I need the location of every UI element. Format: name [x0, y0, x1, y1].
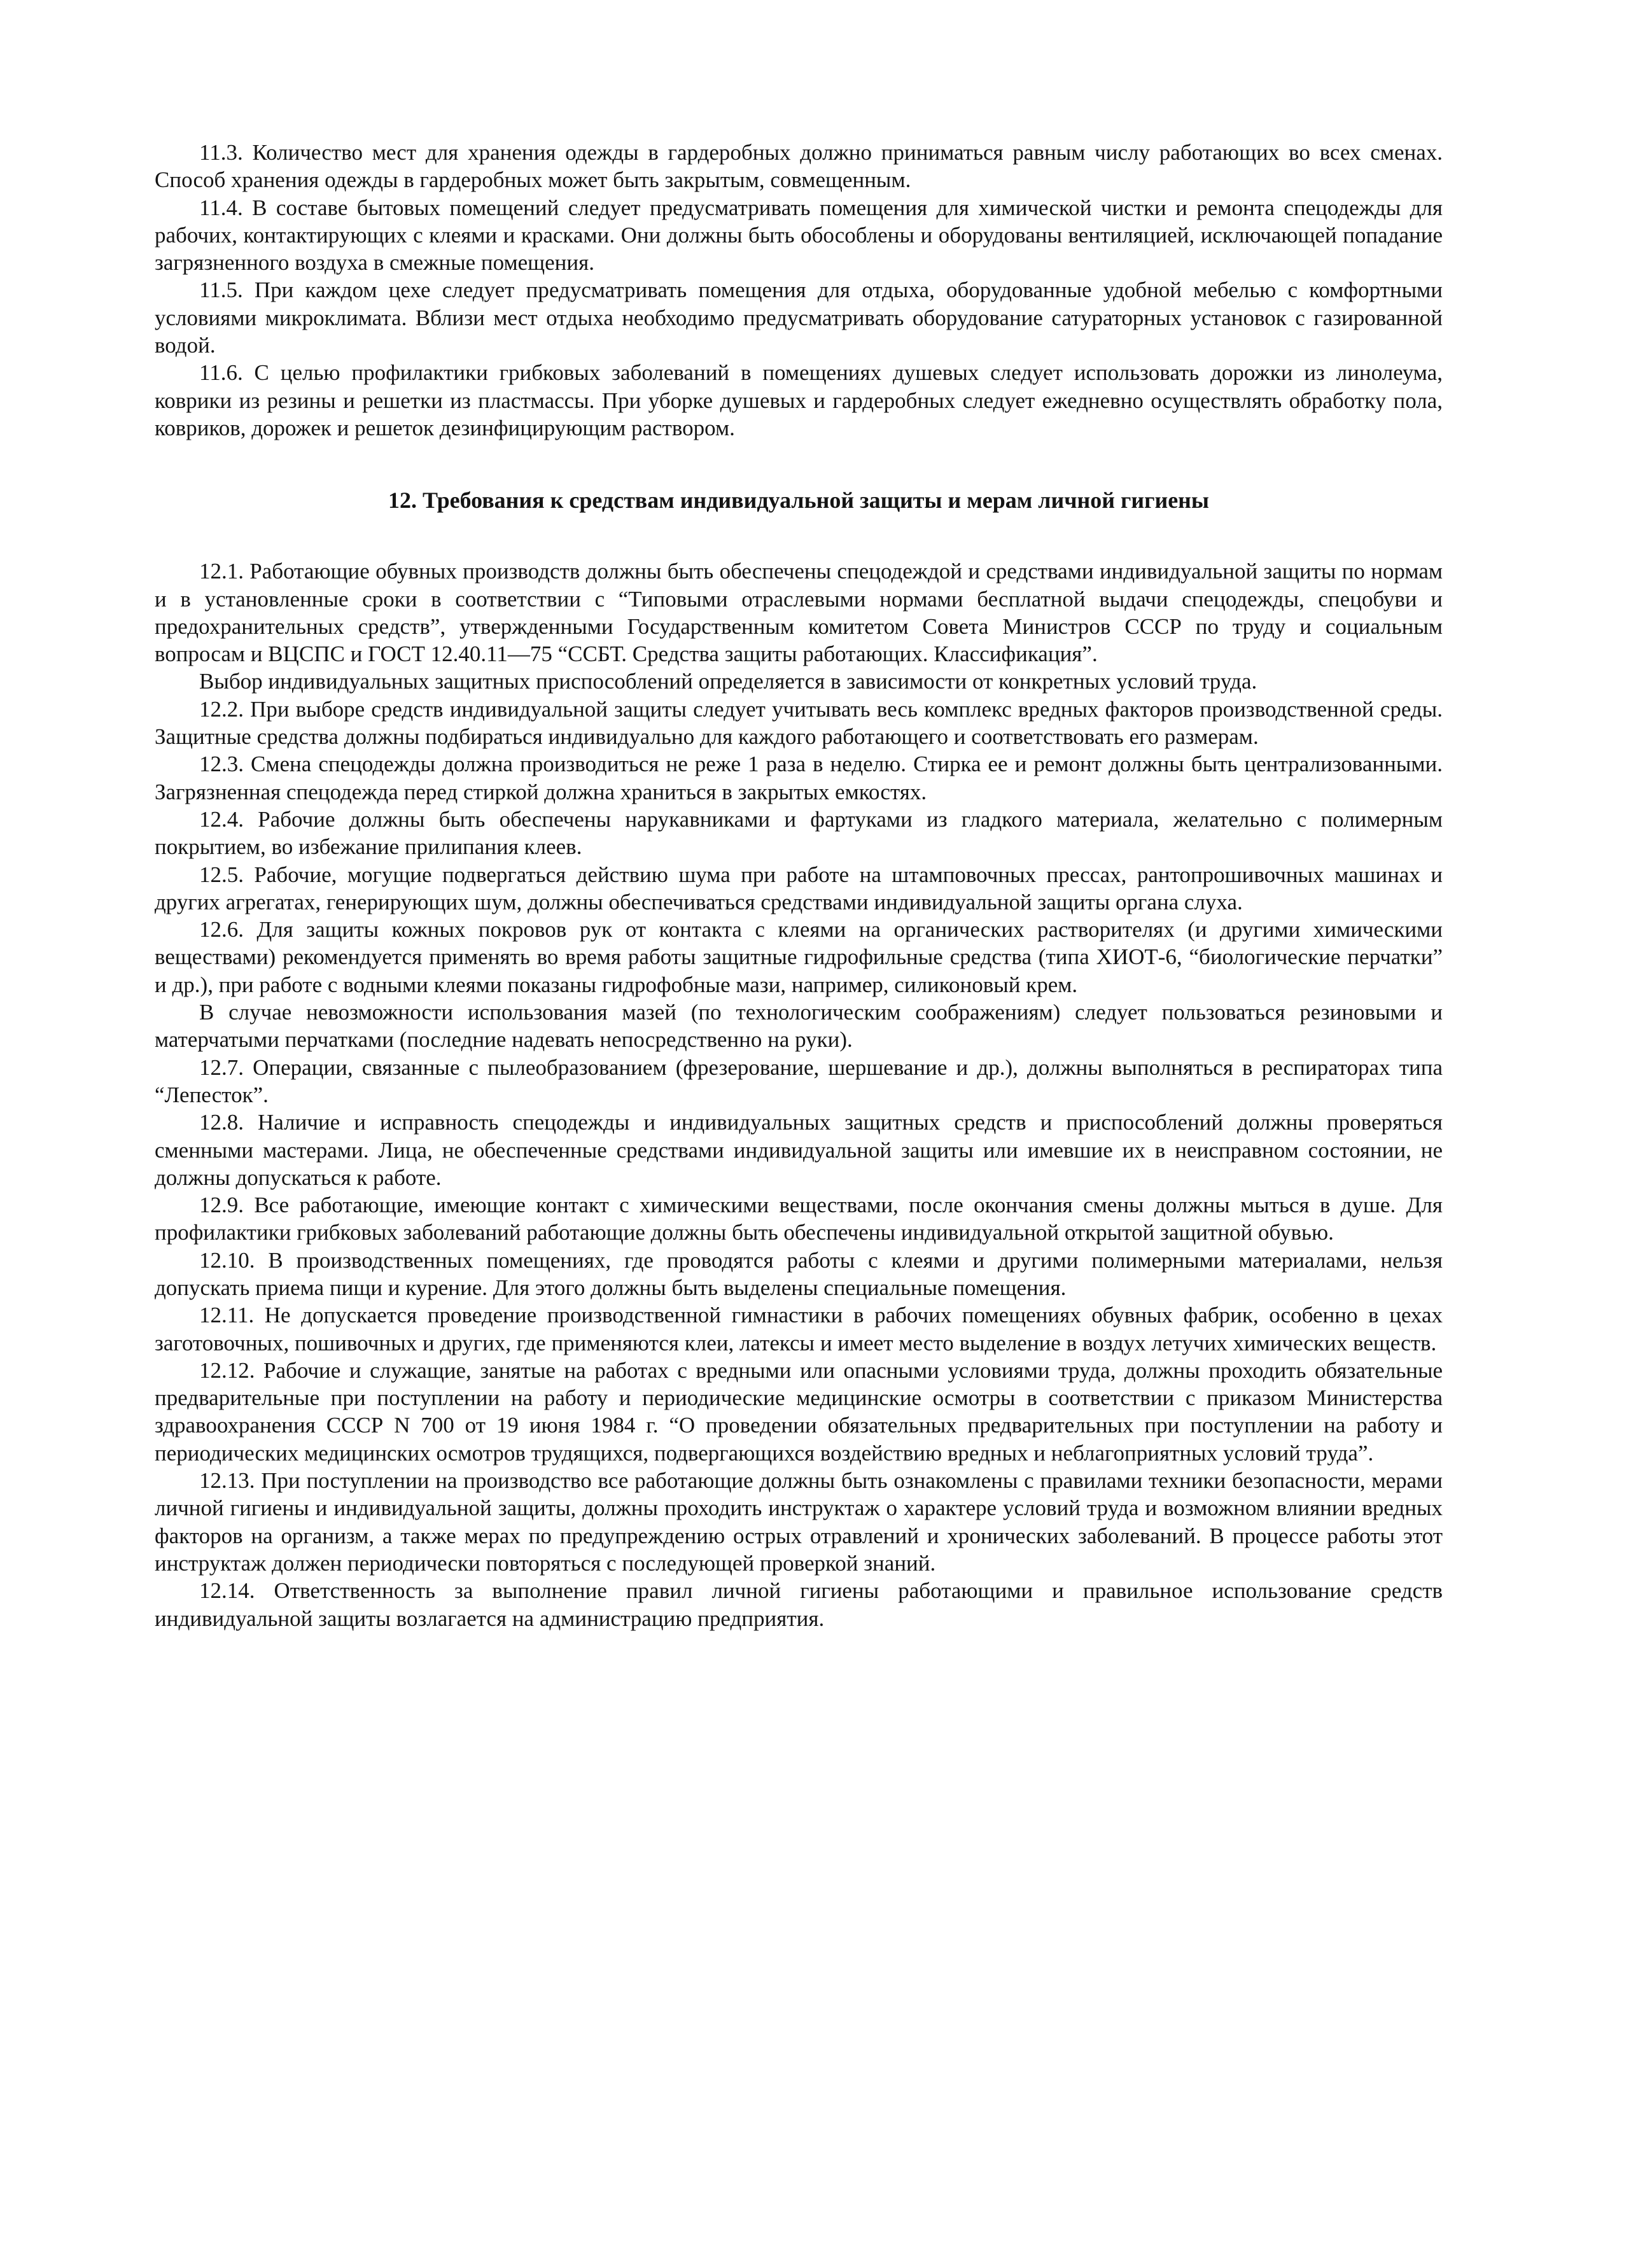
paragraph-12-6-continued: В случае невозможности использования мазей (по технологическим соображениям) следует пользоваться резиновыми и матерчатыми перчатками (последние надевать непосредственно на руки).	[155, 1000, 1443, 1053]
paragraph-12-7: 12.7. Операции, связанные с пылеобразованием (фрезерование, шершевание и др.), должны выполняться в респираторах типа “Лепесток”.	[155, 1054, 1443, 1107]
document-page	[155, 139, 1443, 1632]
paragraph-12-12: 12.12. Рабочие и служащие, занятые на работах с вредными или опасными условиями труда, должны проходить обязательные предварительные при поступлении на работу и периодические медицинские осмотры в соответствии с приказом Министерства здравоохранения СССР N 700 от 19 июня 1984 г. “О проведении обязательных предварительных при поступлении на работу и периодических медицинских осмотров трудящихся, подвергающихся воздействию вредных и неблагоприятных условий труда”.	[155, 1357, 1443, 1466]
paragraph-12-3: 12.3. Смена спецодежды должна производиться не реже 1 раза в неделю. Стирка ее и ремонт должны быть централизованными. Загрязненная спецодежда перед стиркой должна храниться в закрытых емкостях.	[155, 752, 1443, 804]
paragraph-11-3: 11.3. Количество мест для хранения одежды в гардеробных должно приниматься равным числу работающих во всех сменах. Способ хранения одежды в гардеробных может быть закрытым, совмещенным.	[155, 140, 1443, 193]
paragraph-12-2: 12.2. При выборе средств индивидуальной защиты следует учитывать весь комплекс вредных факторов производственной среды. Защитные средства должны подбираться индивидуально для каждого работающего и соответствовать его размерам.	[155, 696, 1443, 750]
paragraph-11-6: 11.6. С целью профилактики грибковых заболеваний в помещениях душевых следует использовать дорожки из линолеума, коврики из резины и решетки из пластмассы. При уборке душевых и гардеробных следует ежедневно осуществлять обработку пола, ковриков, дорожек и решеток дезинфицирующим раствором.	[155, 360, 1443, 440]
paragraph-12-4: 12.4. Рабочие должны быть обеспечены нарукавниками и фартуками из гладкого материала, желательно с полимерным покрытием, во избежание прилипания клеев.	[155, 806, 1443, 860]
paragraph-12-13: 12.13. При поступлении на производство все работающие должны быть ознакомлены с правилами техники безопасности, мерами личной гигиены и индивидуальной защиты, должны проходить инструктаж о характере условий труда и возможном влиянии вредных факторов на организм, а также мерах по предупреждению острых отравлений и хронических заболеваний. В процессе работы этот инструктаж должен периодически повторяться с последующей проверкой знаний.	[155, 1468, 1443, 1576]
paragraph-12-6: 12.6. Для защиты кожных покровов рук от контакта с клеями на органических растворителях (и другими химическими веществами) рекомендуется применять во время работы защитные гидрофильные средства (типа ХИОТ-6, “биологические перчатки” и др.), при работе с водными клеями показаны гидрофобные мази, например, силиконовый крем.	[155, 917, 1443, 997]
section-12-heading: 12. Требования к средствам индивидуальной защиты и мерам личной гигиены	[388, 487, 1210, 514]
paragraph-12-11: 12.11. Не допускается проведение производственной гимнастики в рабочих помещениях обувных фабрик, особенно в цехах заготовочных, пошивочных и других, где применяются клеи, латексы и имеет место выделение в воздух летучих химических веществ.	[155, 1303, 1443, 1355]
paragraph-12-14: 12.14. Ответственность за выполнение правил личной гигиены работающими и правильное использование средств индивидуальной защиты возлагается на администрацию предприятия.	[155, 1578, 1443, 1631]
paragraph-12-10: 12.10. В производственных помещениях, где проводятся работы с клеями и другими полимерными материалами, нельзя допускать приема пищи и курение. Для этого должны быть выделены специальные помещения.	[155, 1247, 1443, 1300]
section-12-body	[155, 557, 1443, 1632]
paragraph-11-4: 11.4. В составе бытовых помещений следует предусматривать помещения для химической чистки и ремонта спецодежды для рабочих, контактирующих с клеями и красками. Они должны быть обособлены и оборудованы вентиляцией, исключающей попадание загрязненного воздуха в смежные помещения.	[155, 195, 1443, 276]
paragraph-11-5: 11.5. При каждом цехе следует предусматривать помещения для отдыха, оборудованные удобной мебелью с комфортными условиями микроклимата. Вблизи мест отдыха необходимо предусматривать оборудование сатураторных установок с газированной водой.	[155, 277, 1443, 358]
paragraph-12-9: 12.9. Все работающие, имеющие контакт с химическими веществами, после окончания смены должны мыться в душе. Для профилактики грибковых заболеваний работающие должны быть обеспечены индивидуальной открытой защитной обувью.	[155, 1193, 1443, 1245]
paragraph-12-8: 12.8. Наличие и исправность спецодежды и индивидуальных защитных средств и приспособлений должны проверяться сменными мастерами. Лица, не обеспеченные средствами индивидуальной защиты или имевшие их в неисправном состоянии, не должны допускаться к работе.	[155, 1110, 1443, 1190]
paragraph-12-1: 12.1. Работающие обувных производств должны быть обеспечены спецодеждой и средствами индивидуальной защиты по нормам и в установленные сроки в соответствии с “Типовыми отраслевыми нормами бесплатной выдачи спецодежды, спецобуви и предохранительных средств”, утвержденными Государственным комитетом Совета Министров СССР по труду и социальным вопросам и ВЦСПС и ГОСТ 12.40.11—75 “ССБТ. Средства защиты работающих. Классификация”.	[155, 559, 1443, 667]
section-11-tail	[155, 139, 1443, 442]
paragraph-12-1-continued: Выбор индивидуальных защитных приспособлений определяется в зависимости от конкретных условий труда.	[199, 669, 1257, 694]
paragraph-12-5: 12.5. Рабочие, могущие подвергаться действию шума при работе на штамповочных прессах, рантопрошивочных машинах и других агрегатах, генерирующих шум, должны обеспечиваться средствами индивидуальной защиты органа слуха.	[155, 862, 1443, 914]
